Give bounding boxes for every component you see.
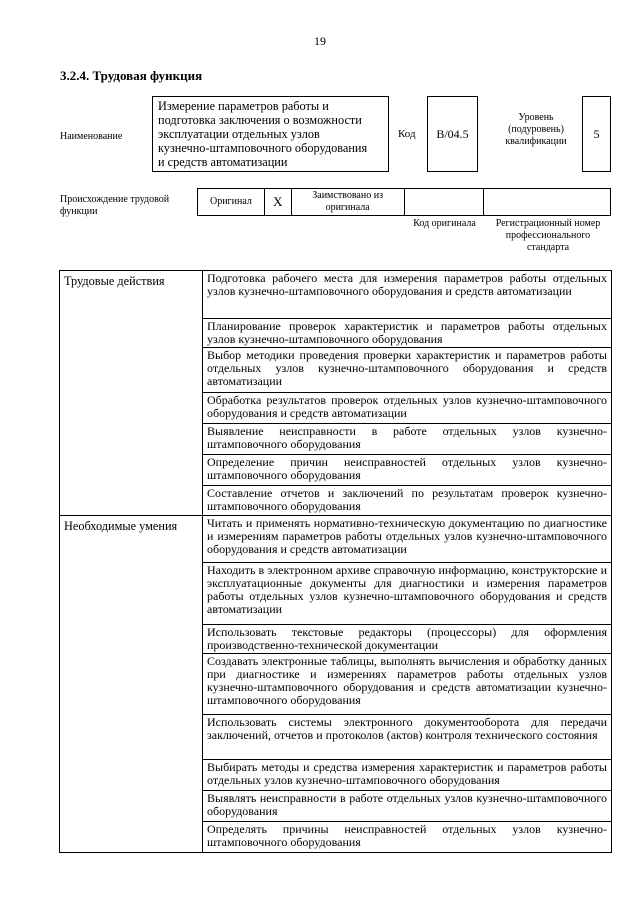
code-original-cell: [404, 188, 485, 216]
table-cell: Выявление неисправности в работе отдельных узлов кузнечно-штамповочного оборудования: [203, 424, 612, 455]
table-cell: Использовать системы электронного документооборота для передачи заключений, отчетов и протоколов (актов) контроля технического состояния: [203, 715, 612, 760]
table-cell: Выбор методики проведения проверки характеристик и параметров работы отдельных узлов кузнечно-штамповочного оборудования и средств автоматизации: [203, 348, 612, 393]
function-name-line: Измерение параметров работы и: [158, 99, 329, 113]
function-name-line: кузнечно-штамповочного оборудования: [158, 141, 368, 155]
section-header-skills: Необходимые умения: [60, 516, 203, 853]
original-label: Оригинал: [197, 188, 265, 216]
borrowed-label-line: оригинала: [325, 202, 370, 213]
section-header-actions: Трудовые действия: [60, 271, 203, 516]
origin-label-line: Происхождение трудовой: [60, 194, 170, 205]
code-original-label: Код оригинала: [413, 218, 476, 229]
table-cell: Использовать текстовые редакторы (процессоры) для оформления производственно-технической документации: [203, 625, 612, 654]
table-cell: Подготовка рабочего места для измерения параметров работы отдельных узлов кузнечно-штамповочного оборудования и средств автоматизации: [203, 271, 612, 319]
reg-number-label-line: Регистрационный номер: [495, 218, 601, 229]
page-number: 19: [314, 34, 326, 48]
reg-number-label: [484, 218, 612, 254]
borrowed-label-line: Заимствовано из: [312, 190, 384, 201]
table-cell: Определять причины неисправностей отдельных узлов кузнечно-штамповочного оборудования: [203, 822, 612, 853]
level-label: [492, 112, 580, 148]
code-label: Код: [398, 128, 416, 140]
borrowed-label: [291, 188, 405, 216]
table-cell: Обработка результатов проверок отдельных узлов кузнечно-штамповочного оборудования и средств автоматизации: [203, 393, 612, 424]
level-label-line: Уровень: [518, 112, 554, 123]
table-cell: Создавать электронные таблицы, выполнять вычисления и обработку данных при диагностике и измерениях параметров работы отдельных узлов кузнечно-штамповочного оборудования и средств автоматизации кузнечно-штамповочного оборудования: [203, 654, 612, 715]
table-cell: Читать и применять нормативно-техническую документацию по диагностике и измерениям параметров работы отдельных узлов кузнечно-штамповочного оборудования и средств автоматизации: [203, 516, 612, 563]
function-name-box: [152, 96, 389, 172]
level-label-line: квалификации: [505, 136, 567, 147]
table-cell: Выбирать методы и средства измерения характеристик и параметров работы отдельных узлов кузнечно-штамповочного оборудования: [203, 760, 612, 791]
function-name-line: и средств автоматизации: [158, 155, 288, 169]
table-cell: Определение причин неисправностей отдельных узлов кузнечно-штамповочного оборудования: [203, 455, 612, 486]
section-title: 3.2.4. Трудовая функция: [60, 68, 203, 83]
table-cell: Выявлять неисправности в работе отдельных узлов кузнечно-штамповочного оборудования: [203, 791, 612, 822]
origin-row: [197, 188, 611, 216]
reg-number-label-line: стандарта: [526, 242, 570, 253]
table-cell: Находить в электронном архиве справочную информацию, конструкторские и эксплуатационные документы для диагностики и измерения параметров работы отдельных узлов кузнечно-штамповочного оборудования и средств автоматизации: [203, 563, 612, 625]
table-cell: Составление отчетов и заключений по результатам проверок кузнечно-штамповочного оборудования: [203, 486, 612, 516]
function-name-line: эксплуатации отдельных узлов: [158, 127, 320, 141]
function-details-table: [59, 270, 612, 853]
table-row: [60, 516, 612, 563]
level-value: 5: [582, 96, 611, 172]
level-label-line: (подуровень): [508, 124, 564, 135]
origin-label: [60, 194, 169, 218]
reg-number-cell: [483, 188, 611, 216]
table-row: [60, 271, 612, 319]
origin-label-line: функции: [60, 206, 98, 217]
table-cell: Планирование проверок характеристик и параметров работы отдельных узлов кузнечно-штамповочного оборудования: [203, 319, 612, 348]
code-value: B/04.5: [427, 96, 478, 172]
function-name-line: подготовка заключения о возможности: [158, 113, 362, 127]
reg-number-label-line: профессионального: [505, 230, 591, 241]
name-label: Наименование: [60, 131, 123, 142]
original-mark: X: [264, 188, 292, 216]
